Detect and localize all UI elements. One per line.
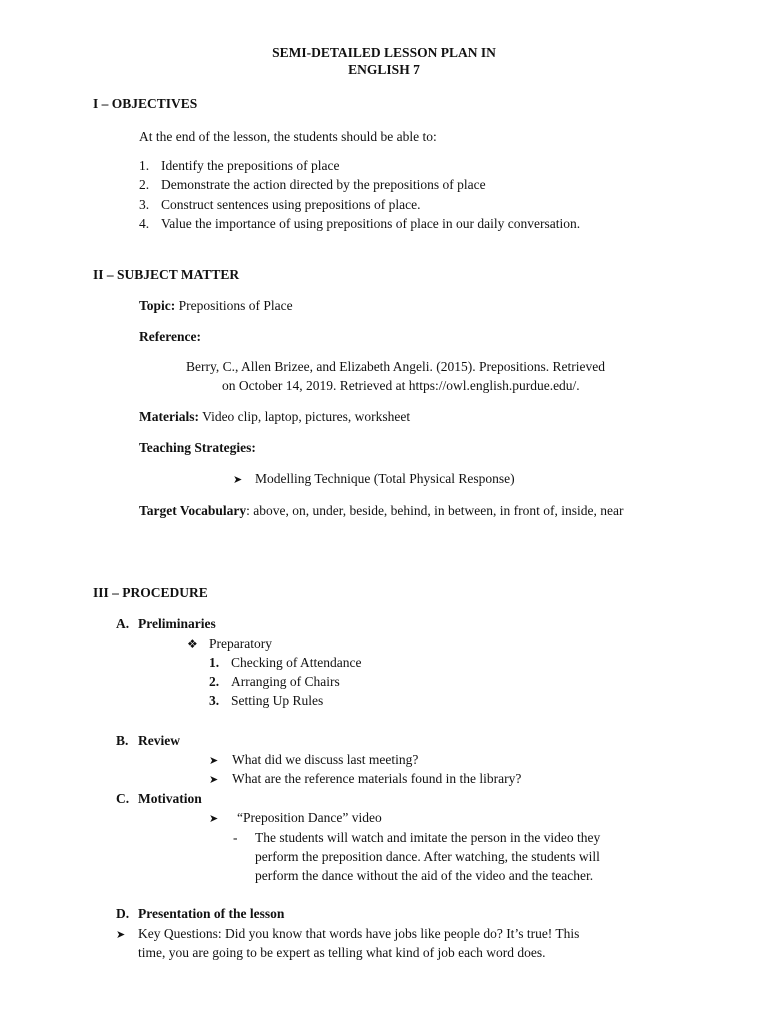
review-item-text: What are the reference materials found in the library? (232, 771, 522, 786)
objective-text: Identify the prepositions of place (161, 158, 340, 173)
preliminary-number: 3. (209, 693, 220, 708)
objective-number: 4. (139, 216, 150, 231)
objective-item (139, 214, 580, 233)
preparatory-label: Preparatory (209, 636, 272, 651)
preparatory-item (187, 634, 272, 654)
arrow-bullet-icon: ➤ (233, 473, 243, 486)
preliminary-text: Checking of Attendance (231, 655, 362, 670)
objective-item (139, 195, 420, 214)
subject-matter-heading: II – SUBJECT MATTER (93, 267, 240, 282)
vocabulary-label: Target Vocabulary (139, 503, 247, 518)
objective-number: 3. (139, 197, 150, 212)
objective-text: Demonstrate the action directed by the prepositions of place (161, 177, 486, 192)
section-d-letter: D. (116, 906, 130, 921)
objectives-heading: I – OBJECTIVES (93, 96, 198, 111)
section-b-heading (116, 731, 180, 750)
objective-text: Value the importance of using prepositions of place in our daily conversation. (161, 216, 581, 231)
materials-line (139, 407, 410, 426)
motivation-detail-line1: The students will watch and imitate the person in the video they (255, 830, 601, 845)
arrow-bullet-icon: ➤ (116, 928, 126, 941)
arrow-bullet-icon: ➤ (209, 754, 219, 767)
motivation-item (209, 808, 382, 828)
review-item-text: What did we discuss last meeting? (232, 752, 419, 767)
arrow-bullet-icon: ➤ (209, 812, 219, 825)
motivation-detail-line2: perform the preposition dance. After watching, the students will (255, 849, 600, 864)
document-title-line1: SEMI-DETAILED LESSON PLAN IN (272, 45, 496, 60)
topic-label: Topic: (139, 298, 176, 313)
motivation-item-text: “Preposition Dance” video (237, 810, 382, 825)
preliminary-text: Setting Up Rules (231, 693, 324, 708)
key-questions-text-line1: Key Questions: Did you know that words have jobs like people do? It’s true! This (138, 926, 580, 941)
reference-line2: on October 14, 2019. Retrieved at https://owl.english.purdue.edu/. (222, 378, 580, 393)
section-d-title: Presentation of the lesson (138, 906, 285, 921)
vocabulary-value: : above, on, under, beside, behind, in between, in front of, inside, near (246, 503, 624, 518)
section-b-letter: B. (116, 733, 129, 748)
vocabulary-paragraph (139, 501, 679, 520)
section-c-letter: C. (116, 791, 130, 806)
strategies-label: Teaching Strategies: (139, 440, 256, 455)
strategies-item-text: Modelling Technique (Total Physical Response) (255, 471, 515, 486)
objective-item (139, 156, 339, 175)
motivation-detail-line3: perform the dance without the aid of the video and the teacher. (255, 868, 594, 883)
section-a-heading (116, 614, 216, 633)
document-title-line2: ENGLISH 7 (348, 62, 420, 77)
materials-value: Video clip, laptop, pictures, worksheet (202, 409, 411, 424)
arrow-bullet-icon: ➤ (209, 773, 219, 786)
key-questions-line2: time, you are going to be expert as telling what kind of job each word does. (138, 945, 546, 960)
section-a-title: Preliminaries (138, 616, 216, 631)
preliminary-number: 1. (209, 655, 220, 670)
topic-line (139, 296, 293, 315)
motivation-dash: - (233, 830, 238, 845)
preliminary-text: Arranging of Chairs (231, 674, 340, 689)
review-item (209, 769, 521, 789)
section-b-title: Review (138, 733, 180, 748)
section-c-heading (116, 789, 202, 808)
section-a-letter: A. (116, 616, 130, 631)
diamond-bullet-icon: ❖ (187, 637, 198, 651)
reference-label: Reference: (139, 329, 201, 344)
reference-line1: Berry, C., Allen Brizee, and Elizabeth Angeli. (2015). Prepositions. Retrieved (186, 359, 606, 374)
topic-value: Prepositions of Place (178, 298, 293, 313)
objective-text: Construct sentences using prepositions of place. (161, 197, 421, 212)
preliminary-item (209, 672, 340, 691)
preliminary-item (209, 653, 361, 672)
preliminary-item (209, 691, 323, 710)
materials-label: Materials: (139, 409, 199, 424)
review-item (209, 750, 418, 770)
objective-number: 2. (139, 177, 150, 192)
procedure-heading: III – PROCEDURE (93, 585, 208, 600)
objective-item (139, 175, 486, 194)
preliminary-number: 2. (209, 674, 220, 689)
section-c-title: Motivation (138, 791, 202, 806)
key-questions-line1 (116, 924, 579, 944)
objective-number: 1. (139, 158, 150, 173)
objectives-intro: At the end of the lesson, the students should be able to: (139, 129, 437, 144)
section-d-heading (116, 904, 284, 923)
strategies-item (233, 469, 515, 489)
